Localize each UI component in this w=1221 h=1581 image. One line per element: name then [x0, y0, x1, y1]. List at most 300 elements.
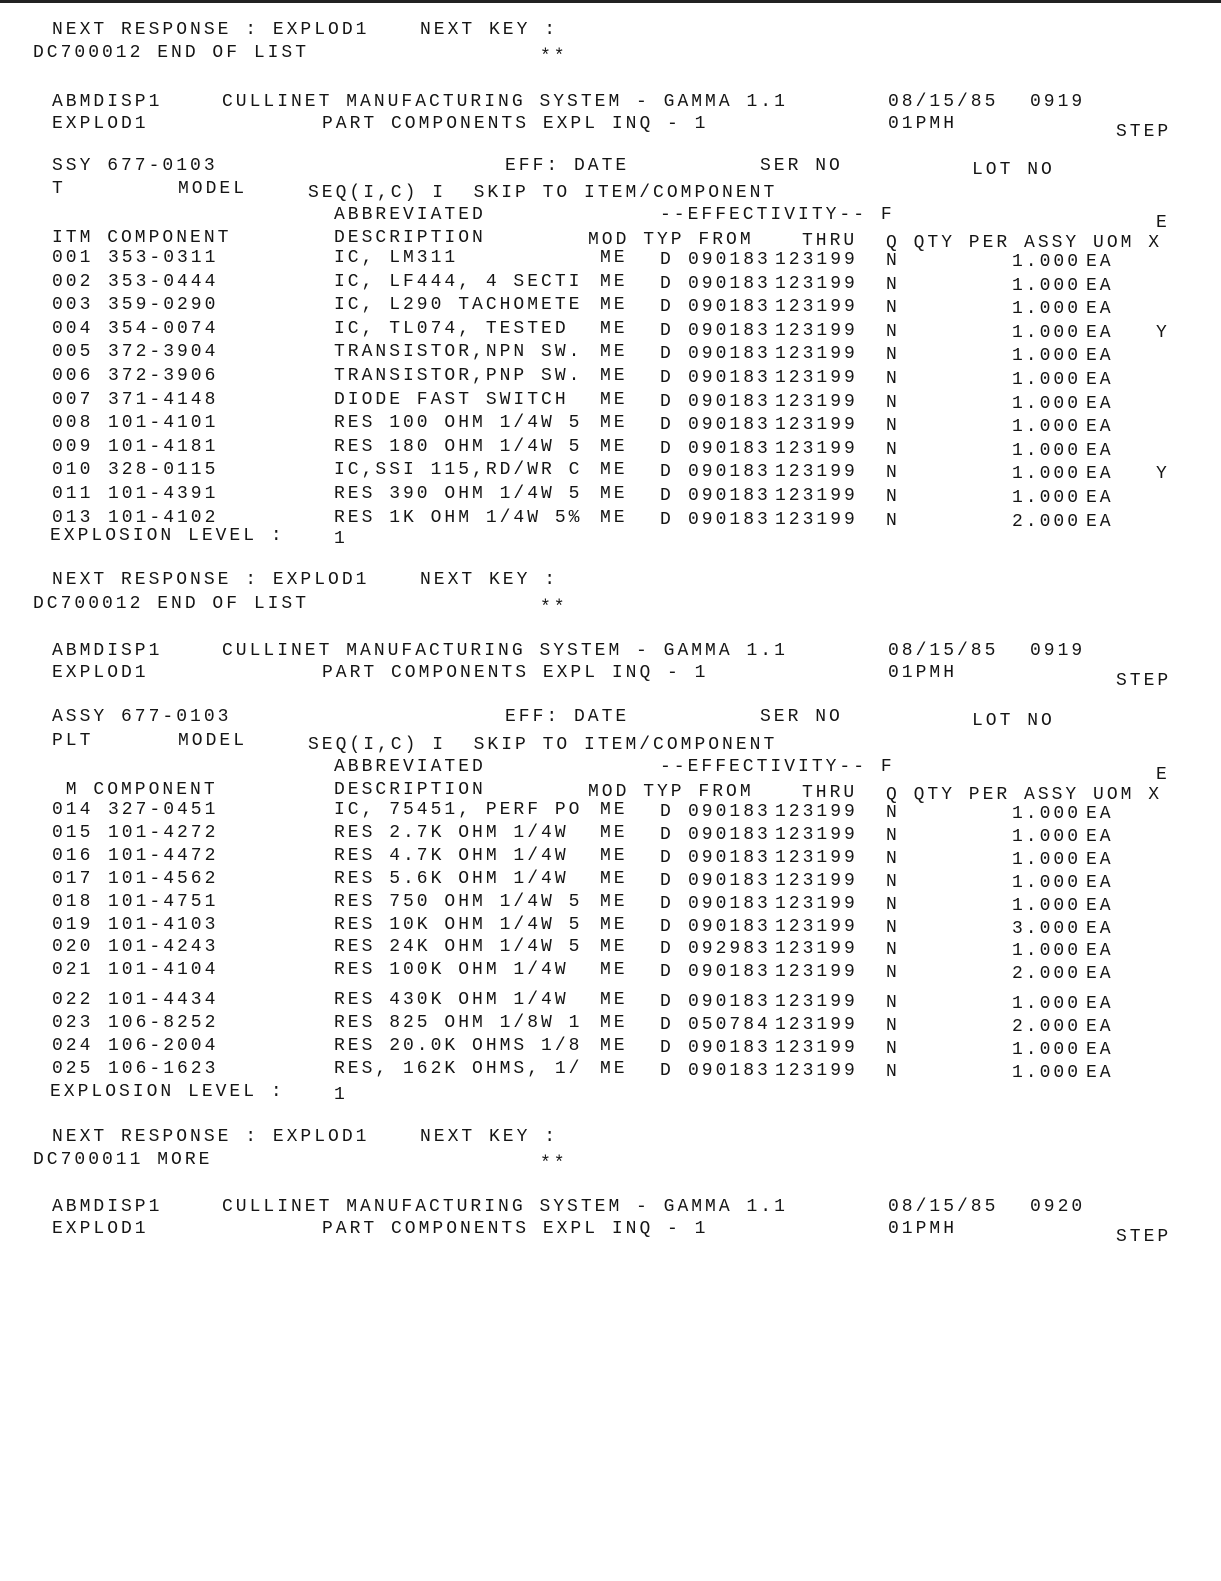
- mod: ME: [600, 484, 628, 504]
- typ: D: [660, 1015, 674, 1036]
- next-response-field[interactable]: NEXT RESPONSE : EXPLOD1: [52, 570, 370, 590]
- plant-label: PLT: [52, 731, 94, 751]
- description: RES 180 OHM 1/4W 5: [334, 436, 583, 457]
- item-number: 003: [52, 295, 94, 316]
- explosion-level-label: EXPLOSION LEVEL :: [50, 526, 285, 546]
- item-number: 015: [52, 822, 94, 843]
- component-number: 328-0115: [108, 460, 219, 481]
- eff-from: 090183: [688, 1038, 771, 1058]
- typ: D: [660, 297, 674, 318]
- component-number: 354-0074: [108, 318, 219, 339]
- eff-from: 090183: [688, 273, 771, 294]
- eff-thru: 123199: [775, 802, 858, 822]
- qty-per-assy: 1.000: [1012, 440, 1082, 461]
- component-number: 372-3904: [108, 342, 219, 363]
- explosion-level-label: EXPLOSION LEVEL :: [50, 1082, 285, 1102]
- q-flag: N: [886, 392, 900, 413]
- eff-from: 090183: [688, 870, 771, 891]
- qty-per-assy: 2.000: [1012, 1017, 1082, 1038]
- sequence-skip-field[interactable]: SEQ(I,C) I SKIP TO ITEM/COMPONENT: [308, 735, 778, 755]
- column-header-qty-uom: Q QTY PER ASSY UOM X: [886, 785, 1163, 805]
- user-id: 01PMH: [888, 1219, 958, 1239]
- component-number: 101-4101: [108, 413, 219, 434]
- component-number: 101-4751: [108, 891, 219, 912]
- ser-no-label: SER NO: [760, 707, 843, 727]
- component-number: 359-0290: [108, 295, 219, 316]
- eff-date-label: EFF: DATE: [505, 156, 630, 176]
- description: IC, L290 TACHOMETE: [334, 295, 583, 316]
- eff-thru: 123199: [775, 320, 858, 341]
- assembly-number: SSY 677-0103: [52, 156, 218, 176]
- q-flag: N: [886, 463, 900, 484]
- mod: ME: [600, 845, 628, 866]
- typ: D: [660, 1060, 674, 1081]
- q-flag: N: [886, 917, 900, 938]
- qty-per-assy: 1.000: [1012, 275, 1082, 296]
- item-number: 006: [52, 366, 94, 386]
- description: RES 825 OHM 1/8W 1: [334, 1013, 583, 1034]
- uom: EA: [1086, 370, 1114, 390]
- component-number: 327-0451: [108, 800, 219, 820]
- eff-thru: 123199: [775, 870, 858, 891]
- typ: D: [660, 802, 674, 822]
- mod: ME: [600, 1058, 628, 1079]
- step-label: STEP: [1116, 122, 1172, 142]
- item-number: 007: [52, 389, 94, 410]
- q-flag: N: [886, 345, 900, 366]
- mod: ME: [600, 868, 628, 889]
- eff-thru: 123199: [775, 824, 858, 845]
- component-number: 101-4272: [108, 822, 219, 843]
- qty-per-assy: 1.000: [1012, 804, 1082, 824]
- column-header-description: DESCRIPTION: [334, 228, 486, 248]
- ser-no-label: SER NO: [760, 156, 843, 176]
- mod: ME: [600, 822, 628, 843]
- uom: EA: [1086, 1017, 1114, 1038]
- eff-thru: 123199: [775, 962, 858, 983]
- qty-per-assy: 1.000: [1012, 895, 1082, 916]
- mod: ME: [600, 295, 628, 316]
- x-flag: Y: [1156, 322, 1170, 343]
- q-flag: N: [886, 803, 900, 823]
- lot-no-label: LOT NO: [972, 711, 1055, 731]
- system-title: CULLINET MANUFACTURING SYSTEM - GAMMA 1.1: [222, 1197, 788, 1217]
- description: RES 2.7K OHM 1/4W: [334, 822, 569, 843]
- typ: D: [660, 992, 674, 1013]
- mod: ME: [600, 800, 628, 820]
- status-message: DC700011 MORE: [33, 1150, 213, 1170]
- component-number: 353-0311: [108, 248, 219, 268]
- uom: EA: [1086, 393, 1114, 414]
- qty-per-assy: 2.000: [1012, 511, 1082, 532]
- description: DIODE FAST SWITCH: [334, 389, 569, 410]
- eff-thru: 123199: [775, 893, 858, 914]
- column-header-description: DESCRIPTION: [334, 780, 486, 800]
- screen-title: PART COMPONENTS EXPL INQ - 1: [322, 114, 709, 134]
- item-number: 023: [52, 1013, 94, 1034]
- qty-per-assy: 1.000: [1012, 826, 1082, 847]
- system-title: CULLINET MANUFACTURING SYSTEM - GAMMA 1.1: [222, 92, 788, 112]
- q-flag: N: [886, 369, 900, 389]
- qty-per-assy: 1.000: [1012, 1040, 1082, 1060]
- q-flag: N: [886, 510, 900, 531]
- plant-label: T: [52, 179, 66, 199]
- component-number: 106-8252: [108, 1013, 219, 1034]
- description: RES 430K OHM 1/4W: [334, 990, 569, 1011]
- mod: ME: [600, 1036, 628, 1056]
- item-number: 002: [52, 271, 94, 292]
- q-flag: N: [886, 993, 900, 1014]
- item-number: 025: [52, 1058, 94, 1079]
- eff-from: 090183: [688, 824, 771, 845]
- eff-thru: 123199: [775, 344, 858, 365]
- uom: EA: [1086, 252, 1114, 272]
- eff-from: 090183: [688, 297, 771, 318]
- date: 08/15/85: [888, 1197, 999, 1217]
- q-flag: N: [886, 1016, 900, 1037]
- lot-no-label: LOT NO: [972, 160, 1055, 180]
- item-number: 013: [52, 507, 94, 528]
- typ: D: [660, 438, 674, 459]
- mod: ME: [600, 248, 628, 268]
- mod: ME: [600, 990, 628, 1011]
- qty-per-assy: 1.000: [1012, 370, 1082, 390]
- eff-thru: 123199: [775, 368, 858, 388]
- time: 0919: [1030, 92, 1086, 112]
- eff-thru: 123199: [775, 939, 858, 960]
- item-number: 004: [52, 318, 94, 339]
- q-flag: N: [886, 848, 900, 869]
- uom: EA: [1086, 511, 1114, 532]
- component-number: 106-1623: [108, 1058, 219, 1079]
- next-key-field[interactable]: NEXT KEY :: [420, 570, 559, 590]
- eff-from: 090183: [688, 438, 771, 459]
- uom: EA: [1086, 346, 1114, 367]
- mod: ME: [600, 1013, 628, 1034]
- uom: EA: [1086, 275, 1114, 296]
- qty-per-assy: 1.000: [1012, 417, 1082, 438]
- item-number: 024: [52, 1036, 94, 1056]
- qty-per-assy: 1.000: [1012, 994, 1082, 1015]
- time: 0920: [1030, 1197, 1086, 1217]
- description: RES 24K OHM 1/4W 5: [334, 937, 583, 958]
- item-number: 016: [52, 845, 94, 866]
- eff-from: 090183: [688, 344, 771, 365]
- uom: EA: [1086, 1062, 1114, 1083]
- component-number: 101-4434: [108, 990, 219, 1011]
- description: IC, LF444, 4 SECTI: [334, 271, 583, 292]
- eff-thru: 123199: [775, 847, 858, 868]
- typ: D: [660, 847, 674, 868]
- column-header-itm-component: M COMPONENT: [52, 780, 218, 800]
- q-flag: N: [886, 940, 900, 961]
- uom: EA: [1086, 464, 1114, 485]
- eff-from: 090183: [688, 916, 771, 937]
- qty-per-assy: 1.000: [1012, 393, 1082, 414]
- description: TRANSISTOR,NPN SW.: [334, 342, 583, 363]
- column-header-thru: THRU: [802, 231, 858, 251]
- eff-thru: 123199: [775, 415, 858, 436]
- mod: ME: [600, 389, 628, 410]
- eff-from: 090183: [688, 893, 771, 914]
- typ: D: [660, 462, 674, 483]
- uom: EA: [1086, 964, 1114, 985]
- typ: D: [660, 415, 674, 436]
- typ: D: [660, 893, 674, 914]
- eff-from: 090183: [688, 415, 771, 436]
- program-id: ABMDISP1: [52, 641, 163, 661]
- column-header-mod-typ-from: MOD TYP FROM: [588, 782, 754, 802]
- eff-from: 092983: [688, 939, 771, 960]
- eff-from: 090183: [688, 486, 771, 506]
- description: TRANSISTOR,PNP SW.: [334, 366, 583, 386]
- explosion-level-value[interactable]: 1: [334, 529, 348, 549]
- qty-per-assy: 1.000: [1012, 346, 1082, 367]
- map-id: EXPLOD1: [52, 1219, 149, 1239]
- qty-per-assy: 1.000: [1012, 1062, 1082, 1083]
- column-header-itm-component: ITM COMPONENT: [52, 228, 232, 248]
- description: RES 1K OHM 1/4W 5%: [334, 507, 583, 528]
- date: 08/15/85: [888, 641, 999, 661]
- item-number: 022: [52, 990, 94, 1011]
- q-flag: N: [886, 416, 900, 437]
- description: RES 4.7K OHM 1/4W: [334, 845, 569, 866]
- uom: EA: [1086, 417, 1114, 438]
- qty-per-assy: 1.000: [1012, 252, 1082, 272]
- map-id: EXPLOD1: [52, 114, 149, 134]
- typ: D: [660, 824, 674, 845]
- uom: EA: [1086, 872, 1114, 893]
- component-number: 106-2004: [108, 1036, 219, 1056]
- typ: D: [660, 870, 674, 891]
- mod: ME: [600, 342, 628, 363]
- step-label: STEP: [1116, 671, 1172, 691]
- component-number: 101-4472: [108, 845, 219, 866]
- component-number: 101-4562: [108, 868, 219, 889]
- description: RES 100 OHM 1/4W 5: [334, 413, 583, 434]
- mod: ME: [600, 507, 628, 528]
- q-flag: N: [886, 894, 900, 915]
- column-header-abbreviated: ABBREVIATED: [334, 757, 486, 777]
- column-header-e: E: [1156, 213, 1170, 233]
- component-number: 353-0444: [108, 271, 219, 292]
- model-label: MODEL: [178, 731, 248, 751]
- component-number: 101-4103: [108, 914, 219, 935]
- description: IC,SSI 115,RD/WR C: [334, 460, 583, 481]
- eff-thru: 123199: [775, 391, 858, 412]
- date: 08/15/85: [888, 92, 999, 112]
- user-id: 01PMH: [888, 114, 958, 134]
- uom: EA: [1086, 994, 1114, 1015]
- eff-from: 090183: [688, 992, 771, 1013]
- eff-thru: 123199: [775, 462, 858, 483]
- component-number: 101-4243: [108, 937, 219, 958]
- q-flag: N: [886, 487, 900, 507]
- program-id: ABMDISP1: [52, 92, 163, 112]
- cursor-marker: **: [540, 47, 568, 67]
- screen-title: PART COMPONENTS EXPL INQ - 1: [322, 1219, 709, 1239]
- component-number: 101-4102: [108, 507, 219, 528]
- eff-from: 090183: [688, 462, 771, 483]
- mod: ME: [600, 436, 628, 457]
- uom: EA: [1086, 322, 1114, 343]
- cursor-marker: **: [540, 598, 568, 618]
- q-flag: N: [886, 1039, 900, 1059]
- description: IC, LM311: [334, 248, 459, 268]
- q-flag: N: [886, 298, 900, 319]
- typ: D: [660, 939, 674, 960]
- column-header-mod-typ-from: MOD TYP FROM: [588, 230, 754, 250]
- column-header-thru: THRU: [802, 783, 858, 803]
- uom: EA: [1086, 804, 1114, 824]
- description: RES 5.6K OHM 1/4W: [334, 868, 569, 889]
- q-flag: N: [886, 825, 900, 846]
- cursor-marker: **: [540, 1154, 568, 1174]
- mod: ME: [600, 914, 628, 935]
- mod: ME: [600, 318, 628, 339]
- item-number: 017: [52, 868, 94, 889]
- eff-from: 090183: [688, 847, 771, 868]
- qty-per-assy: 3.000: [1012, 918, 1082, 939]
- model-label: MODEL: [178, 179, 248, 199]
- map-id: EXPLOD1: [52, 663, 149, 683]
- eff-from: 090183: [688, 509, 771, 530]
- uom: EA: [1086, 1040, 1114, 1060]
- column-header-effectivity: --EFFECTIVITY-- F: [660, 205, 895, 225]
- qty-per-assy: 2.000: [1012, 964, 1082, 985]
- typ: D: [660, 962, 674, 983]
- qty-per-assy: 1.000: [1012, 322, 1082, 343]
- description: RES 20.0K OHMS 1/8: [334, 1036, 583, 1056]
- typ: D: [660, 1038, 674, 1058]
- component-number: 101-4181: [108, 436, 219, 457]
- description: RES 750 OHM 1/4W 5: [334, 891, 583, 912]
- mod: ME: [600, 937, 628, 958]
- item-number: 008: [52, 413, 94, 434]
- typ: D: [660, 368, 674, 388]
- eff-from: 090183: [688, 391, 771, 412]
- eff-from: 090183: [688, 320, 771, 341]
- x-flag: Y: [1156, 464, 1170, 485]
- status-message: DC700012 END OF LIST: [33, 43, 310, 63]
- description: RES 390 OHM 1/4W 5: [334, 484, 583, 504]
- mod: ME: [600, 960, 628, 981]
- typ: D: [660, 916, 674, 937]
- eff-thru: 123199: [775, 509, 858, 530]
- qty-per-assy: 1.000: [1012, 941, 1082, 962]
- uom: EA: [1086, 918, 1114, 939]
- eff-from: 090183: [688, 368, 771, 388]
- q-flag: N: [886, 871, 900, 892]
- typ: D: [660, 273, 674, 294]
- system-title: CULLINET MANUFACTURING SYSTEM - GAMMA 1.1: [222, 641, 788, 661]
- uom: EA: [1086, 941, 1114, 962]
- time: 0919: [1030, 641, 1086, 661]
- component-number: 371-4148: [108, 389, 219, 410]
- q-flag: N: [886, 439, 900, 460]
- mod: ME: [600, 271, 628, 292]
- eff-thru: 123199: [775, 992, 858, 1013]
- sequence-skip-field[interactable]: SEQ(I,C) I SKIP TO ITEM/COMPONENT: [308, 183, 778, 203]
- q-flag: N: [886, 1061, 900, 1082]
- user-id: 01PMH: [888, 663, 958, 683]
- column-header-qty-uom: Q QTY PER ASSY UOM X: [886, 233, 1163, 253]
- uom: EA: [1086, 488, 1114, 508]
- column-header-abbreviated: ABBREVIATED: [334, 205, 486, 225]
- eff-from: 090183: [688, 1060, 771, 1081]
- next-key-field[interactable]: NEXT KEY :: [420, 20, 559, 40]
- q-flag: N: [886, 321, 900, 342]
- item-number: 020: [52, 937, 94, 958]
- mod: ME: [600, 413, 628, 434]
- description: RES 100K OHM 1/4W: [334, 960, 569, 981]
- status-message: DC700012 END OF LIST: [33, 594, 310, 614]
- q-flag: N: [886, 251, 900, 271]
- item-number: 014: [52, 800, 94, 820]
- qty-per-assy: 1.000: [1012, 849, 1082, 870]
- column-header-effectivity: --EFFECTIVITY-- F: [660, 757, 895, 777]
- column-header-e: E: [1156, 765, 1170, 785]
- component-number: 372-3906: [108, 366, 219, 386]
- uom: EA: [1086, 299, 1114, 320]
- eff-thru: 123199: [775, 486, 858, 506]
- next-key-field[interactable]: NEXT KEY :: [420, 1127, 559, 1147]
- item-number: 011: [52, 484, 94, 504]
- typ: D: [660, 391, 674, 412]
- typ: D: [660, 320, 674, 341]
- typ: D: [660, 486, 674, 506]
- item-number: 019: [52, 914, 94, 935]
- mod: ME: [600, 891, 628, 912]
- mod: ME: [600, 366, 628, 386]
- eff-from: 050784: [688, 1015, 771, 1036]
- eff-thru: 123199: [775, 916, 858, 937]
- mod: ME: [600, 460, 628, 481]
- next-response-field[interactable]: NEXT RESPONSE : EXPLOD1: [52, 1127, 370, 1147]
- eff-from: 090183: [688, 250, 771, 270]
- component-number: 101-4104: [108, 960, 219, 981]
- typ: D: [660, 344, 674, 365]
- eff-from: 090183: [688, 802, 771, 822]
- next-response-field[interactable]: NEXT RESPONSE : EXPLOD1: [52, 20, 370, 40]
- q-flag: N: [886, 963, 900, 984]
- step-label: STEP: [1116, 1227, 1172, 1247]
- qty-per-assy: 1.000: [1012, 299, 1082, 320]
- description: RES 10K OHM 1/4W 5: [334, 914, 583, 935]
- item-number: 009: [52, 436, 94, 457]
- description: IC, 75451, PERF PO: [334, 800, 583, 820]
- explosion-level-value[interactable]: 1: [334, 1085, 348, 1105]
- screen-title: PART COMPONENTS EXPL INQ - 1: [322, 663, 709, 683]
- qty-per-assy: 1.000: [1012, 488, 1082, 508]
- item-number: 005: [52, 342, 94, 363]
- assembly-number: ASSY 677-0103: [52, 707, 232, 727]
- item-number: 010: [52, 460, 94, 481]
- eff-thru: 123199: [775, 1015, 858, 1036]
- component-number: 101-4391: [108, 484, 219, 504]
- description: RES, 162K OHMS, 1/: [334, 1058, 583, 1079]
- typ: D: [660, 250, 674, 270]
- eff-thru: 123199: [775, 273, 858, 294]
- eff-thru: 123199: [775, 250, 858, 270]
- eff-thru: 123199: [775, 438, 858, 459]
- eff-thru: 123199: [775, 297, 858, 318]
- item-number: 001: [52, 248, 94, 268]
- item-number: 018: [52, 891, 94, 912]
- page-top-rule: [0, 0, 1221, 3]
- uom: EA: [1086, 826, 1114, 847]
- q-flag: N: [886, 274, 900, 295]
